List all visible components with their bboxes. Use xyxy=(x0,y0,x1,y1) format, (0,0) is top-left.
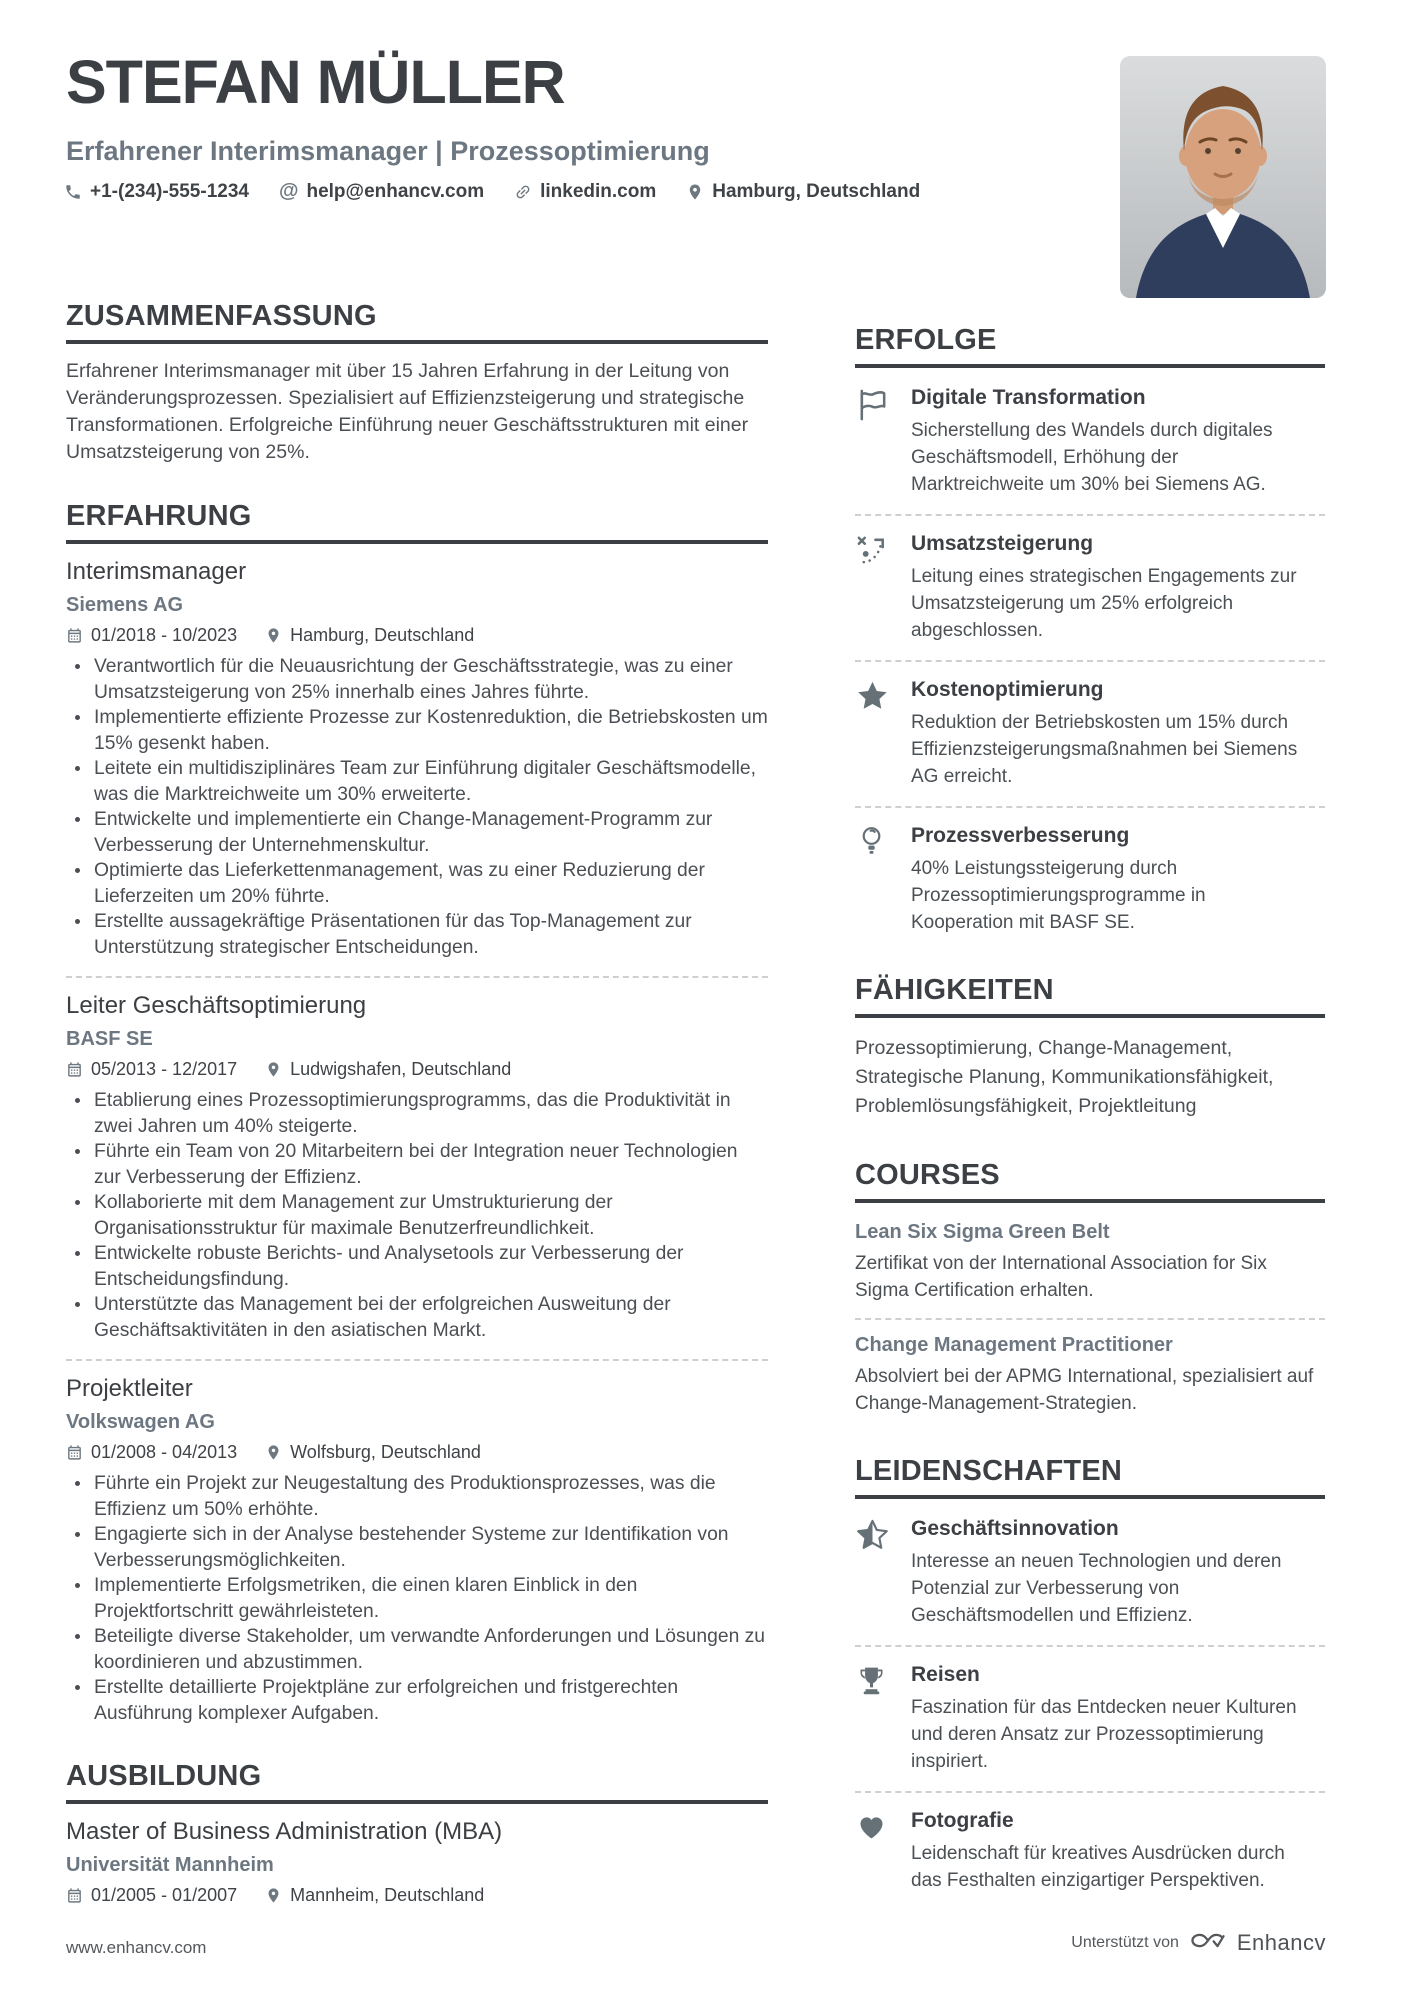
skills-section xyxy=(855,974,1325,1121)
job-bullet: • Entwickelte und implementierte ein Change-Management-Programm zur Verbesserung der Unternehmenskultur. xyxy=(92,807,768,858)
contact-row xyxy=(64,180,920,203)
achievement-title: Umsatzsteigerung xyxy=(911,532,1094,555)
course-title: Change Management Practitioner xyxy=(855,1334,1173,1356)
courses-heading: COURSES xyxy=(855,1159,1325,1203)
achievement-title: Digitale Transformation xyxy=(911,386,1146,409)
job-meta xyxy=(66,1059,768,1080)
job-meta xyxy=(66,625,768,646)
passion-item xyxy=(855,1791,1325,1894)
achievement-text: Reduktion der Betriebskosten um 15% durch Effizienzsteigerungsmaßnahmen bei Siemens AG erreicht. xyxy=(911,712,1298,787)
education-meta xyxy=(66,1885,768,1906)
location-icon xyxy=(686,183,704,201)
star-icon xyxy=(855,678,893,790)
course-text: Zertifikat von der International Association for Six Sigma Certification erhalten. xyxy=(855,1253,1267,1301)
footer-site-link[interactable]: www.enhancv.com xyxy=(66,1938,207,1957)
passions-list xyxy=(855,1517,1325,1894)
date-range: 05/2013 - 12/2017 xyxy=(66,1059,237,1080)
achievements-list xyxy=(855,386,1325,936)
calendar-icon xyxy=(66,1061,83,1078)
powered-by-label: Unterstützt von xyxy=(1071,1934,1179,1951)
job-bullet: • Unterstützte das Management bei der erfolgreichen Ausweitung der Geschäftsaktivitäten in den asiatischen Markt. xyxy=(92,1292,768,1343)
experience-list xyxy=(66,544,768,1726)
contact-text: help@enhancv.com xyxy=(306,180,485,202)
achievement-text: Sicherstellung des Wandels durch digitales Geschäftsmodell, Erhöhung der Marktreichweite um 30% bei Siemens AG. xyxy=(911,420,1273,495)
job-bullet: • Führte ein Team von 20 Mitarbeitern bei der Integration neuer Technologien zur Verbesserung der Effizienz. xyxy=(92,1139,768,1190)
date-range: 01/2018 - 10/2023 xyxy=(66,625,237,646)
course-text: Absolviert bei der APMG International, spezialisiert auf Change-Management-Strategien. xyxy=(855,1366,1314,1414)
passions-section xyxy=(855,1455,1325,1894)
location-icon xyxy=(265,1061,282,1078)
star-half-icon xyxy=(855,1517,893,1629)
contact-phone[interactable] xyxy=(64,181,249,203)
heart-icon xyxy=(855,1809,893,1894)
phone-icon xyxy=(64,183,82,201)
contact-text: linkedin.com xyxy=(540,180,657,202)
summary-heading: ZUSAMMENFASSUNG xyxy=(66,300,768,344)
location-icon xyxy=(265,627,282,644)
course-item xyxy=(855,1221,1325,1304)
job-location: Ludwigshafen, Deutschland xyxy=(265,1059,511,1080)
experience-entry xyxy=(66,1359,768,1726)
degree-title: Master of Business Administration (MBA) xyxy=(66,1818,503,1845)
strategy-icon xyxy=(855,532,893,644)
courses-section xyxy=(855,1159,1325,1417)
achievement-item xyxy=(855,806,1325,936)
at-icon: @ xyxy=(278,180,299,202)
job-bullet: • Implementierte Erfolgsmetriken, die einen klaren Einblick in den Projektfortschritt gewährleisteten. xyxy=(92,1573,768,1624)
job-title: Leiter Geschäftsoptimierung xyxy=(66,992,367,1019)
skills-heading: FÄHIGKEITEN xyxy=(855,974,1325,1018)
job-bullet: • Implementierte effiziente Prozesse zur Kostenreduktion, die Betriebskosten um 15% gesenkt haben. xyxy=(92,705,768,756)
achievement-item xyxy=(855,386,1325,498)
job-location: Hamburg, Deutschland xyxy=(265,625,474,646)
candidate-headline: Erfahrener Interimsmanager | Prozessoptimierung xyxy=(66,136,710,166)
job-bullet: • Leitete ein multidisziplinäres Team zur Einführung digitaler Geschäftsmodelle, was die Marktreichweite um 30% erweiterte. xyxy=(92,756,768,807)
location-icon xyxy=(265,1887,282,1904)
passion-title: Geschäftsinnovation xyxy=(911,1517,1119,1540)
contact-text: Hamburg, Deutschland xyxy=(712,180,921,202)
flag-icon xyxy=(855,386,893,498)
candidate-name: STEFAN MÜLLER xyxy=(66,48,565,116)
passion-text: Faszination für das Entdecken neuer Kulturen und deren Ansatz zur Prozessoptimierung inspiriert. xyxy=(911,1697,1297,1772)
course-title: Lean Six Sigma Green Belt xyxy=(855,1221,1110,1243)
job-meta xyxy=(66,1442,768,1463)
date-range: 01/2008 - 04/2013 xyxy=(66,1442,237,1463)
courses-list xyxy=(855,1221,1325,1417)
calendar-icon xyxy=(66,1887,83,1904)
achievement-text: 40% Leistungssteigerung durch Prozessoptimierungsprogramme in Kooperation mit BASF SE. xyxy=(911,858,1206,933)
profile-photo xyxy=(1120,56,1326,298)
job-bullets xyxy=(66,654,768,960)
experience-entry xyxy=(66,544,768,960)
school-name: Universität Mannheim xyxy=(66,1854,274,1876)
passion-title: Reisen xyxy=(911,1663,980,1686)
summary-section xyxy=(66,300,768,466)
job-location: Wolfsburg, Deutschland xyxy=(265,1442,481,1463)
passions-heading: LEIDENSCHAFTEN xyxy=(855,1455,1325,1499)
achievement-title: Kostenoptimierung xyxy=(911,678,1104,701)
experience-entry xyxy=(66,976,768,1343)
trophy-icon xyxy=(855,1663,893,1775)
job-bullet: • Beteiligte diverse Stakeholder, um verwandte Anforderungen und Lösungen zu koordinieren und abzustimmen. xyxy=(92,1624,768,1675)
link-icon xyxy=(514,183,532,201)
company-name: Siemens AG xyxy=(66,594,184,616)
achievement-item xyxy=(855,660,1325,790)
job-bullets xyxy=(66,1088,768,1343)
calendar-icon xyxy=(66,1444,83,1461)
enhancv-wordmark[interactable]: Enhancv xyxy=(1236,1930,1326,1955)
job-bullet: • Erstellte aussagekräftige Präsentationen für das Top-Management zur Unterstützung strategischer Entscheidungen. xyxy=(92,909,768,960)
achievement-item xyxy=(855,514,1325,644)
contact-location[interactable] xyxy=(686,181,920,203)
company-name: Volkswagen AG xyxy=(66,1411,215,1433)
job-bullet: • Optimierte das Lieferkettenmanagement, was zu einer Reduzierung der Lieferzeiten um 20% führte. xyxy=(92,858,768,909)
passion-item xyxy=(855,1645,1325,1775)
contact-text: +1-(234)-555-1234 xyxy=(90,180,249,202)
contact-linkedin[interactable] xyxy=(514,181,656,203)
achievement-title: Prozessverbesserung xyxy=(911,824,1130,847)
location-icon xyxy=(265,1444,282,1461)
passion-title: Fotografie xyxy=(911,1809,1014,1832)
summary-text: Erfahrener Interimsmanager mit über 15 Jahren Erfahrung in der Leitung von Veränderungsprozessen. Spezialisiert auf Effizienzsteigerung und strategische Transformationen. Erfolgreiche Einführung neuer Geschäftsstrukturen mit einer Umsatzsteigerung von 25%. xyxy=(66,360,749,463)
job-bullet: • Verantwortlich für die Neuausrichtung der Geschäftsstrategie, was zu einer Umsatzsteigerung von 25% innerhalb eines Jahres führte. xyxy=(92,654,768,705)
job-bullets xyxy=(66,1471,768,1726)
job-bullet: • Erstellte detaillierte Projektpläne zur erfolgreichen und fristgerechten Ausführung komplexer Aufgaben. xyxy=(92,1675,768,1726)
education-dates: 01/2005 - 01/2007 xyxy=(66,1885,237,1906)
contact-email[interactable] xyxy=(279,180,484,203)
job-bullet: • Kollaborierte mit dem Management zur Umstrukturierung der Organisationsstruktur für maximale Benutzerfreundlichkeit. xyxy=(92,1190,768,1241)
company-name: BASF SE xyxy=(66,1028,153,1050)
job-bullet: • Führte ein Projekt zur Neugestaltung des Produktionsprozesses, was die Effizienz um 50% erhöhte. xyxy=(92,1471,768,1522)
job-bullet: • Engagierte sich in der Analyse bestehender Systeme zur Identifikation von Verbesserungsmöglichkeiten. xyxy=(92,1522,768,1573)
job-bullet: • Etablierung eines Prozessoptimierungsprogramms, das die Produktivität in zwei Jahren um 40% steigerte. xyxy=(92,1088,768,1139)
job-bullet: • Entwickelte robuste Berichts- und Analysetools zur Verbesserung der Entscheidungsfindung. xyxy=(92,1241,768,1292)
footer-branding xyxy=(1071,1930,1326,1956)
education-section xyxy=(66,1760,768,1906)
experience-section xyxy=(66,500,768,1726)
course-item xyxy=(855,1318,1325,1417)
passion-item xyxy=(855,1517,1325,1629)
job-title: Interimsmanager xyxy=(66,558,247,585)
enhancv-logo-icon xyxy=(1189,1930,1227,1956)
achievements-section xyxy=(855,324,1325,936)
bulb-icon xyxy=(855,824,893,936)
job-title: Projektleiter xyxy=(66,1375,193,1402)
right-column xyxy=(855,324,1325,1894)
achievements-heading: ERFOLGE xyxy=(855,324,1325,368)
calendar-icon xyxy=(66,627,83,644)
education-entry xyxy=(66,1804,768,1906)
left-column xyxy=(66,300,768,1906)
education-location: Mannheim, Deutschland xyxy=(265,1885,484,1906)
achievement-text: Leitung eines strategischen Engagements zur Umsatzsteigerung um 25% erfolgreich abgeschlossen. xyxy=(911,566,1297,641)
passion-text: Interesse an neuen Technologien und deren Potenzial zur Verbesserung von Geschäftsmodellen und Effizienz. xyxy=(911,1551,1282,1626)
education-heading: AUSBILDUNG xyxy=(66,1760,768,1804)
experience-heading: ERFAHRUNG xyxy=(66,500,768,544)
skills-text: Prozessoptimierung, Change-Management, Strategische Planung, Kommunikationsfähigkeit, Problemlösungsfähigkeit, Projektleitung xyxy=(855,1037,1274,1117)
passion-text: Leidenschaft für kreatives Ausdrücken durch das Festhalten einzigartiger Perspektiven. xyxy=(911,1843,1285,1891)
